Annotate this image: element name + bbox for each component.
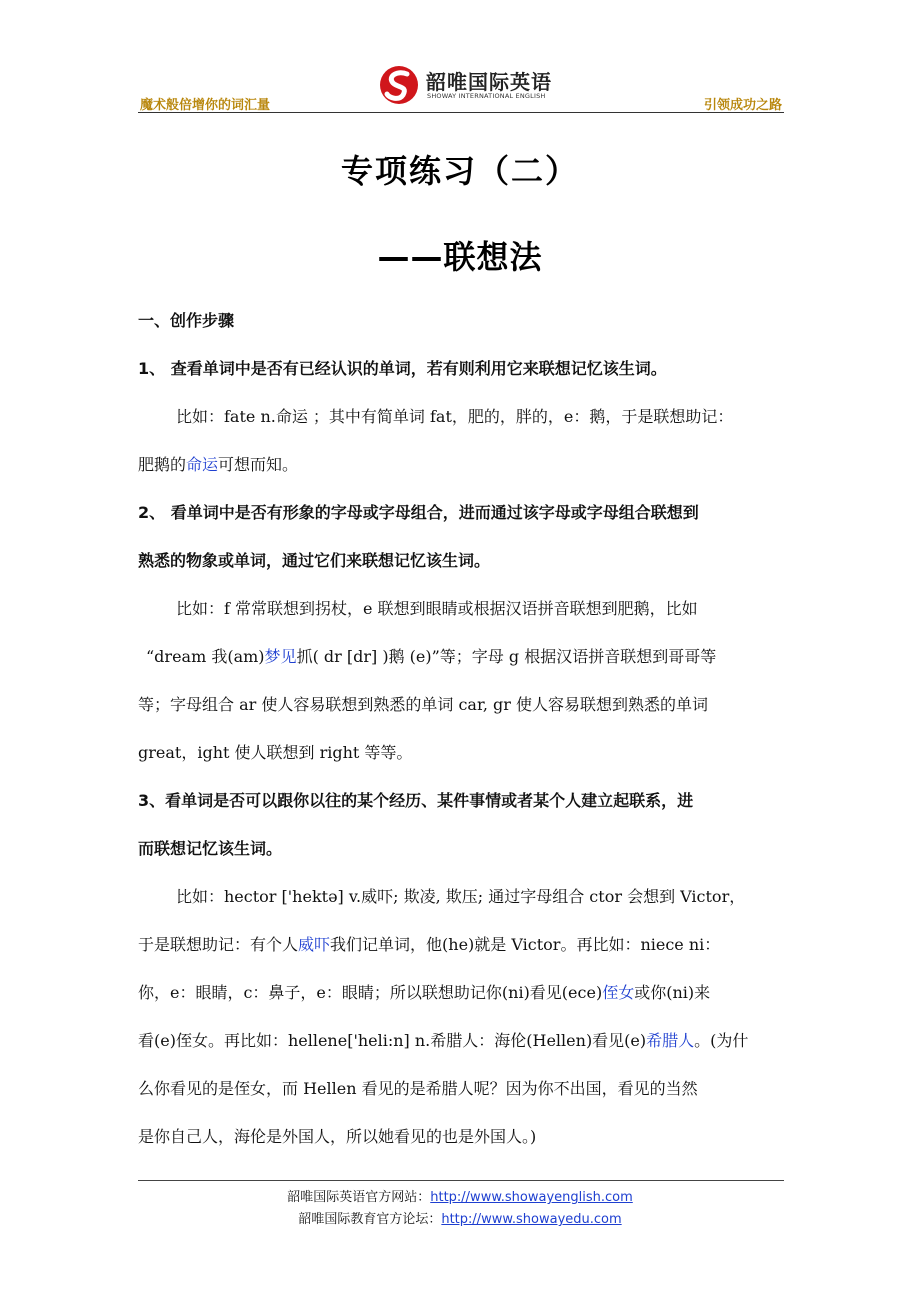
footer-website <box>0 1186 920 1205</box>
text: 或你(ni)来 <box>634 983 711 1002</box>
step-1-example-line-2 <box>138 452 784 475</box>
text: 。(为什 <box>694 1031 749 1050</box>
step-3-example-line-1: 比如：hector ['hektə] v.威吓; 欺凌, 欺压; 通过字母组合 ctor 会想到 Victor， <box>176 887 746 906</box>
footer-forum <box>0 1208 920 1227</box>
brand-logo <box>378 64 552 106</box>
step-3-example-line-3 <box>138 980 784 1003</box>
header-divider <box>138 112 784 113</box>
footer-forum-label: 韶唯国际教育官方论坛： <box>298 1212 442 1227</box>
text: 肥鹅的 <box>138 455 187 474</box>
brand-logo-mark-icon <box>378 64 420 106</box>
text: 可想而知。 <box>218 455 299 474</box>
text: 抓( dr [dr] )鹅 (e)”等；字母 g 根据汉语拼音联想到哥哥等 <box>296 647 717 666</box>
highlight-word: 威吓 <box>298 935 331 954</box>
highlight-word: 希腊人 <box>646 1031 695 1050</box>
step-1-heading: 1、 查看单词中是否有已经认识的单词，若有则利用它来联想记忆该生词。 <box>138 359 667 378</box>
highlight-word: 侄女 <box>602 983 635 1002</box>
brand-logo-en: SHOWAY INTERNATIONAL ENGLISH <box>427 92 546 100</box>
highlight-word: 命运 <box>186 455 219 474</box>
step-1-example-line-1: 比如：fate n.命运 ；其中有简单词 fat，肥的，胖的，e：鹅，于是联想助记： <box>176 407 734 426</box>
step-2-heading-line-1: 2、 看单词中是否有形象的字母或字母组合，进而通过该字母或字母组合联想到 <box>138 503 699 522</box>
footer-forum-link[interactable]: http://www.showayedu.com <box>441 1212 622 1227</box>
step-2-example-line-2 <box>138 644 792 667</box>
page-header <box>138 62 784 114</box>
step-2-example-line-1: 比如：f 常常联想到拐杖，e 联想到眼睛或根据汉语拼音联想到肥鹅，比如 <box>176 599 698 618</box>
step-2-example-line-3: 等；字母组合 ar 使人容易联想到熟悉的单词 car, gr 使人容易联想到熟悉的单词 <box>138 695 708 714</box>
footer-website-link[interactable]: http://www.showayenglish.com <box>430 1190 633 1205</box>
page-subtitle: ——联想法 <box>377 238 543 276</box>
step-3-example-line-6: 是你自己人，海伦是外国人，所以她看见的也是外国人。) <box>138 1127 537 1146</box>
text: 我们记单词，他(he)就是 Victor。再比如：niece ni： <box>330 935 721 954</box>
step-2-heading-line-2: 熟悉的物象或单词，通过它们来联想记忆该生词。 <box>138 551 491 570</box>
page-title: 专项练习（二） <box>340 152 579 190</box>
highlight-word: 梦见 <box>264 647 297 666</box>
header-right-slogan: 引领成功之路 <box>703 98 782 113</box>
section-heading: 一、创作步骤 <box>138 311 235 330</box>
step-3-heading-line-1: 3、看单词是否可以跟你以往的某个经历、某件事情或者某个人建立起联系，进 <box>138 791 694 810</box>
footer-divider <box>138 1180 784 1181</box>
step-3-example-line-4 <box>138 1028 784 1051</box>
step-3-heading-line-2: 而联想记忆该生词。 <box>138 839 283 858</box>
text: “dream 我(am) <box>146 647 265 666</box>
text: 看(e)侄女。再比如：hellene['heli:n] n.希腊人：海伦(Hellen)看见(e) <box>138 1031 647 1050</box>
header-left-slogan: 魔术般倍增你的词汇量 <box>140 98 271 113</box>
text: 你，e：眼睛，c：鼻子，e：眼睛；所以联想助记你(ni)看见(ece) <box>138 983 603 1002</box>
step-2-example-line-4: great，ight 使人联想到 right 等等。 <box>138 743 413 762</box>
text: 于是联想助记：有个人 <box>138 935 299 954</box>
brand-logo-cn: 韶唯国际英语 <box>426 70 552 94</box>
step-3-example-line-5: 么你看见的是侄女，而 Hellen 看见的是希腊人呢？因为你不出国，看见的当然 <box>138 1079 698 1098</box>
footer-website-label: 韶唯国际英语官方网站： <box>287 1190 431 1205</box>
step-3-example-line-2 <box>138 932 784 955</box>
